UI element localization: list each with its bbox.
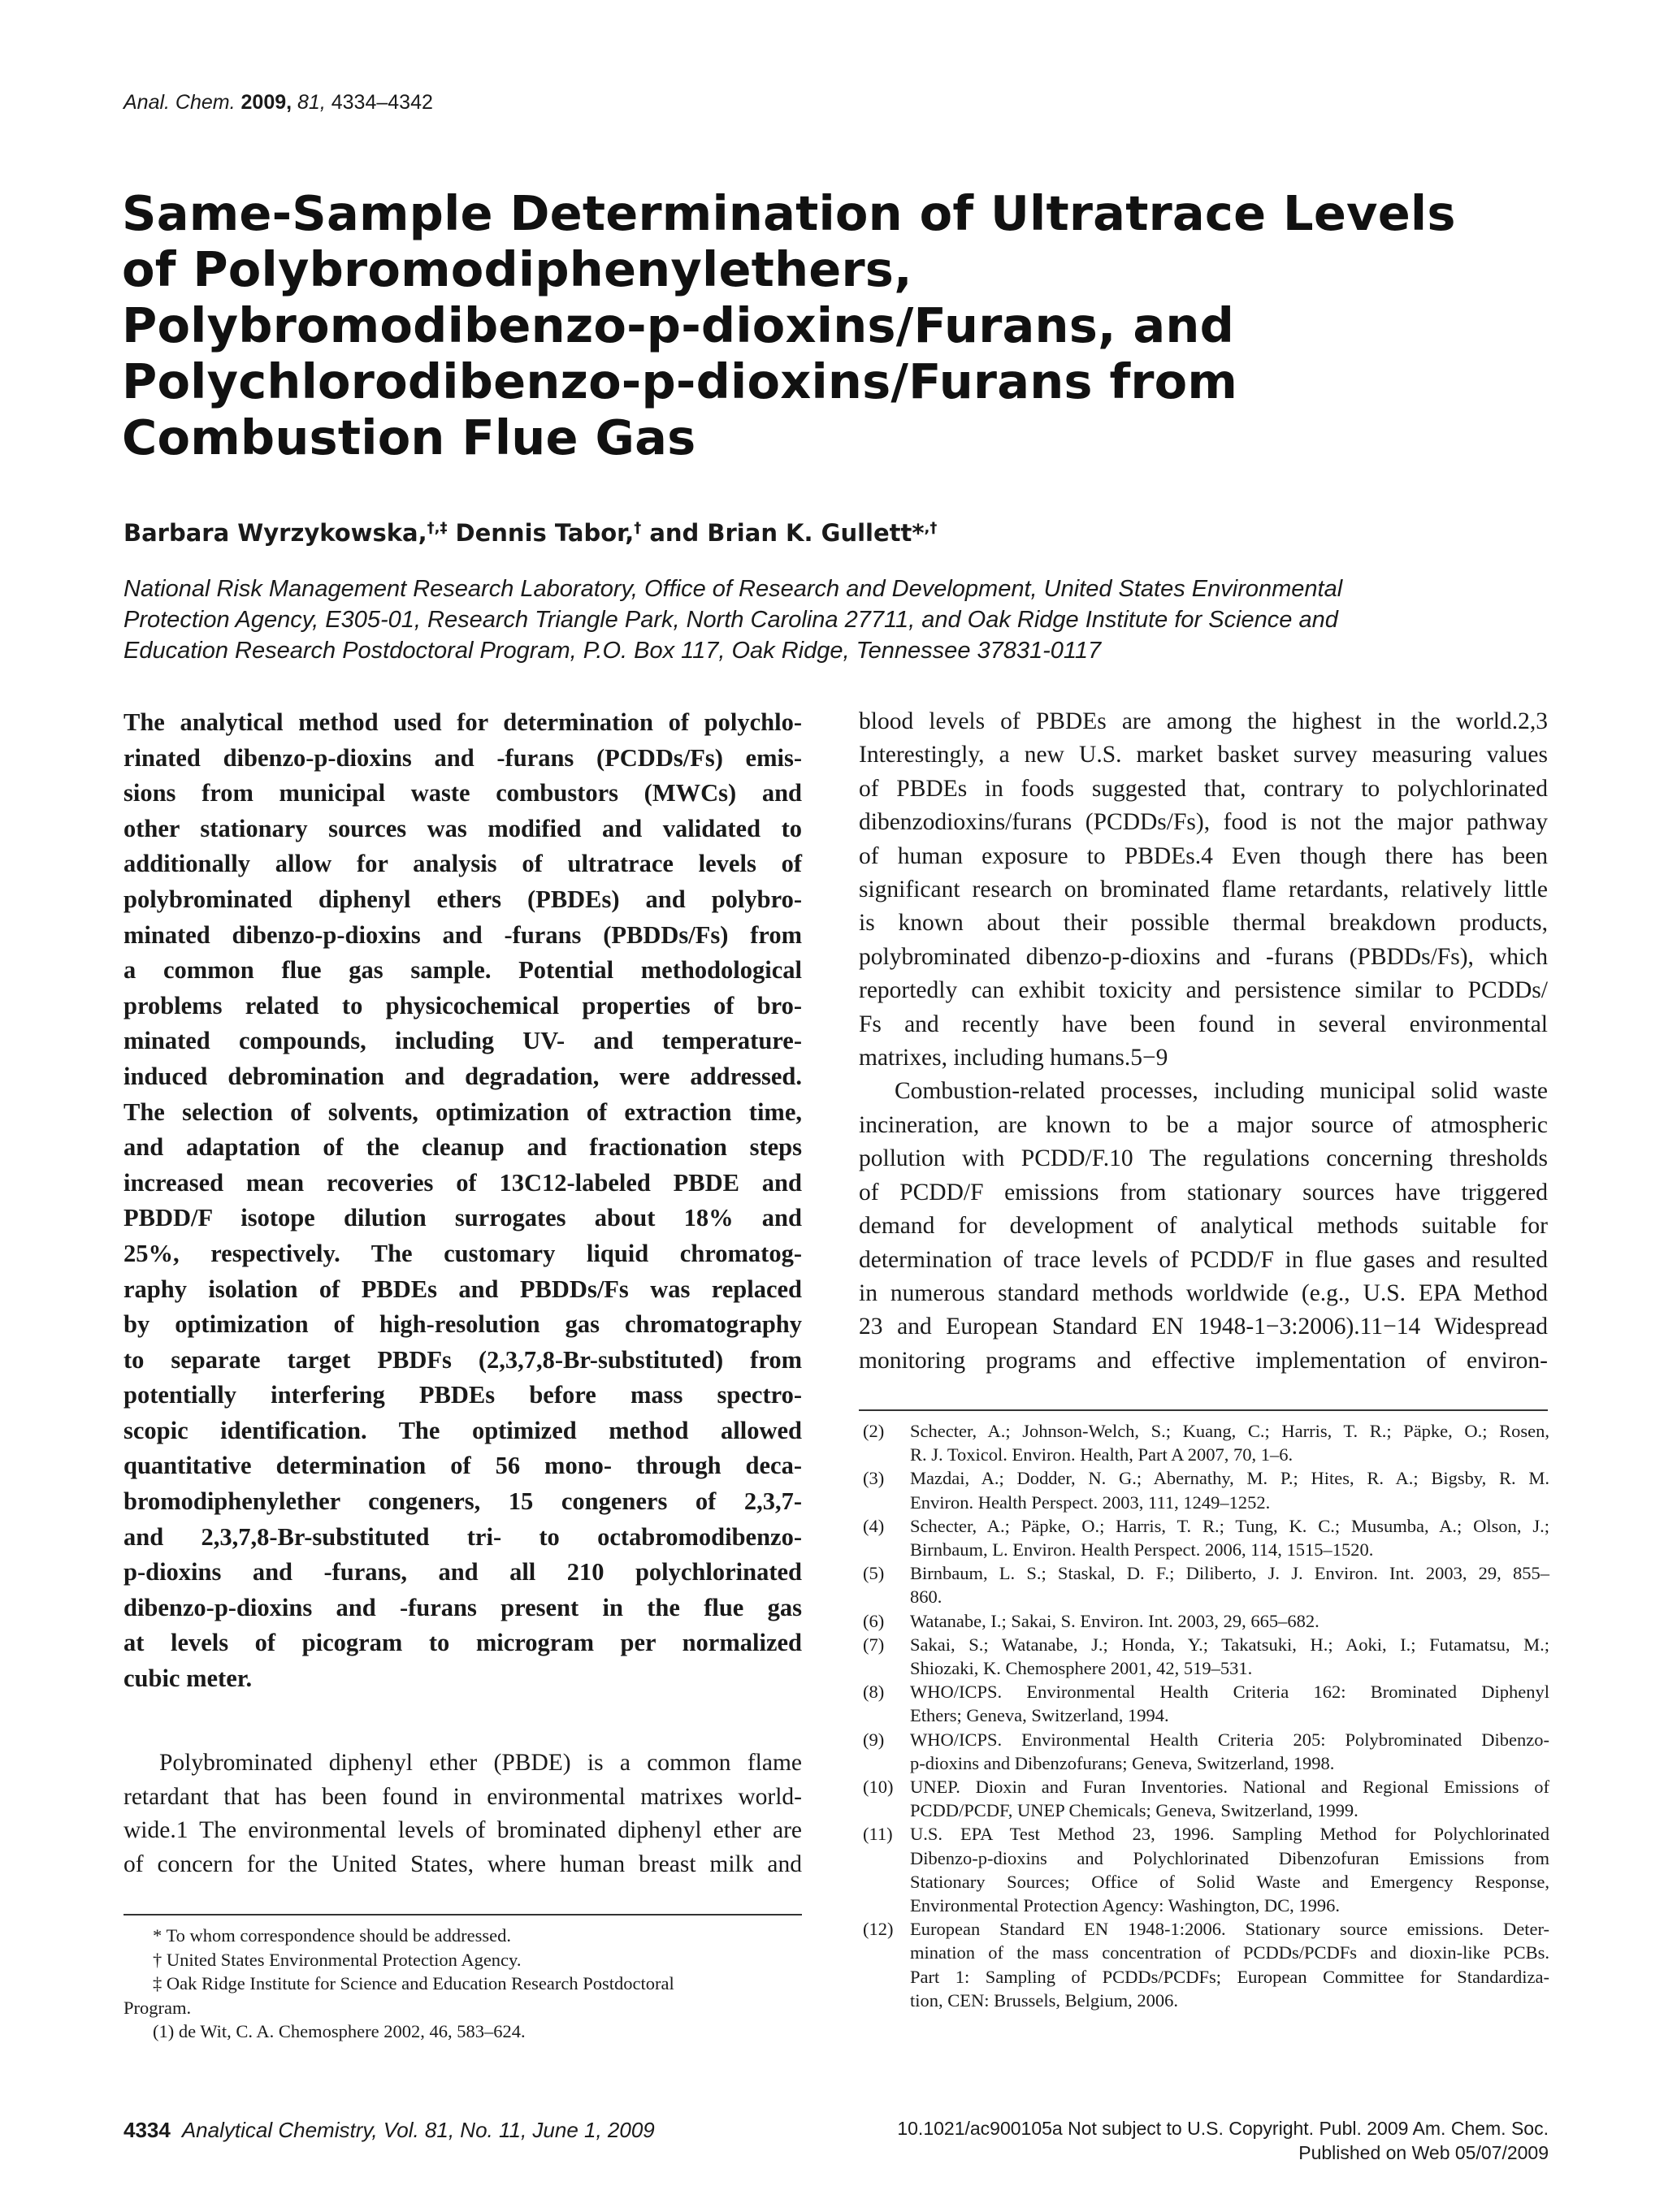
author-name: Barbara Wyrzykowska,: [124, 519, 427, 547]
reference-line: mination of the mass concentration of PCDDs/PCDFs and dioxin-like PCBs.: [910, 1942, 1549, 1963]
abstract-line: minated compounds, including UV- and temperature-: [124, 1027, 802, 1055]
journal-volume: 81,: [297, 91, 326, 114]
footnote-line: ‡ Oak Ridge Institute for Science and Education Research Postdoctoral: [153, 1973, 674, 1993]
doi-line: 10.1021/ac900105a Not subject to U.S. Copyright. Publ. 2009 Am. Chem. Soc.: [897, 2118, 1549, 2139]
reference-number: (9): [863, 1729, 885, 1750]
page-number: 4334: [124, 2118, 171, 2142]
reference-line: PCDD/PCDF, UNEP Chemicals; Geneva, Switzerland, 1999.: [910, 1800, 1358, 1821]
abstract-line: p-dioxins and -furans, and all 210 polychlorinated: [124, 1558, 802, 1586]
body-text-line: polybrominated dibenzo-p-dioxins and -furans (PBDDs/Fs), which: [859, 943, 1548, 970]
body-text-line: Polybrominated diphenyl ether (PBDE) is a common flame: [159, 1750, 802, 1776]
abstract-line: The analytical method used for determination of polychlo-: [124, 708, 802, 736]
body-text-line: significant research on brominated flame retardants, relatively little: [859, 877, 1548, 903]
abstract-line: at levels of picogram to microgram per normalized: [124, 1629, 802, 1657]
body-text-line: incineration, are known to be a major source of atmospheric: [859, 1111, 1548, 1138]
affiliation-line: Education Research Postdoctoral Program, P.O. Box 117, Oak Ridge, Tennessee 37831-0117: [124, 638, 1102, 664]
reference-line: Dibenzo-p-dioxins and Polychlorinated Dibenzofuran Emissions from: [910, 1847, 1549, 1868]
body-text-line: is known about their possible thermal breakdown products,: [859, 910, 1548, 937]
reference-line: Part 1: Sampling of PCDDs/PCDFs; European Committee for Standardiza-: [910, 1966, 1549, 1987]
reference-list: [863, 1419, 1549, 2012]
reference-item: [863, 1728, 1549, 1775]
body-text-line: of human exposure to PBDEs.4 Even though there has been: [859, 842, 1548, 869]
footnotes-left: [124, 1924, 802, 2044]
reference-line: Stationary Sources; Office of Solid Waste and Emergency Response,: [910, 1871, 1549, 1892]
reference-number: (5): [863, 1563, 885, 1584]
reference-item: [863, 1917, 1549, 2012]
reference-line: Schecter, A.; Päpke, O.; Harris, T. R.; Tung, K. C.; Musumba, A.; Olson, J.;: [910, 1515, 1549, 1536]
reference-line: Birnbaum, L. Environ. Health Perspect. 2006, 114, 1515–1520.: [910, 1539, 1374, 1561]
reference-line: tion, CEN: Brussels, Belgium, 2006.: [910, 1989, 1179, 2011]
body-text-line: retardant that has been found in environmental matrixes world-: [124, 1783, 802, 1810]
abstract-line: minated dibenzo-p-dioxins and -furans (PBDDs/Fs) from: [124, 920, 802, 949]
footnote-line: † United States Environmental Protection Agency.: [153, 1949, 522, 1970]
intro-right-column: [859, 705, 1548, 1378]
reference-line: European Standard EN 1948-1:2006. Stationary source emissions. Deter-: [910, 1919, 1549, 1940]
abstract-line: The selection of solvents, optimization of extraction time,: [124, 1097, 802, 1126]
body-text-line: of PCDD/F emissions from stationary sources have triggered: [859, 1179, 1548, 1206]
author-affiliation-mark: †: [634, 519, 642, 537]
reference-text: [910, 1680, 1549, 1727]
journal-name: Anal. Chem.: [124, 91, 236, 114]
title-line: of Polybromodiphenylethers,: [122, 241, 912, 297]
body-text-line: matrixes, including humans.5−9: [859, 1045, 1168, 1071]
body-text-line: blood levels of PBDEs are among the highest in the world.2,3: [859, 708, 1548, 734]
journal-year: 2009,: [240, 91, 292, 114]
reference-line: Environ. Health Perspect. 2003, 111, 1249–1252.: [910, 1491, 1271, 1513]
footnote-line: Program.: [124, 1997, 192, 2018]
abstract-line: dibenzo-p-dioxins and -furans present in the flue gas: [124, 1593, 802, 1621]
reference-line: R. J. Toxicol. Environ. Health, Part A 2007, 70, 1–6.: [910, 1444, 1294, 1465]
abstract-line: by optimization of high-resolution gas chromatography: [124, 1310, 802, 1339]
reference-line: Environmental Protection Agency: Washington, DC, 1996.: [910, 1895, 1340, 1916]
reference-text: [910, 1419, 1549, 1466]
reference-line: 860.: [910, 1586, 942, 1608]
reference-number: (12): [863, 1919, 894, 1940]
reference-line: UNEP. Dioxin and Furan Inventories. National and Regional Emissions of: [910, 1777, 1549, 1798]
reference-item: [863, 1561, 1549, 1608]
reference-item: [863, 1466, 1549, 1513]
journal-issue: Analytical Chemistry, Vol. 81, No. 11, June 1, 2009: [181, 2118, 655, 2142]
reference-text: [910, 1728, 1549, 1775]
reference-line: Shiozaki, K. Chemosphere 2001, 42, 519–531.: [910, 1658, 1253, 1679]
abstract-line: to separate target PBDFs (2,3,7,8-Br-substituted) from: [124, 1345, 802, 1374]
page-footer-left: [124, 2118, 655, 2143]
reference-number: (2): [863, 1421, 885, 1441]
reference-text: [910, 1775, 1549, 1822]
reference-item: [863, 1822, 1549, 1917]
reference-line: Schecter, A.; Johnson-Welch, S.; Kuang, C.; Harris, T. R.; Päpke, O.; Rosen,: [910, 1421, 1549, 1441]
body-text-line: Combustion-related processes, including municipal solid waste: [895, 1078, 1548, 1105]
reference-line: p-dioxins and Dibenzofurans; Geneva, Switzerland, 1998.: [910, 1752, 1335, 1773]
title-line: Polybromodibenzo-p-dioxins/Furans, and: [122, 297, 1235, 353]
intro-left-column: [124, 1747, 802, 1881]
abstract-line: additionally allow for analysis of ultratrace levels of: [124, 850, 802, 878]
body-text-line: of PBDEs in foods suggested that, contrary to polychlorinated: [859, 775, 1548, 802]
abstract-line: increased mean recoveries of 13C12-labeled PBDE and: [124, 1168, 802, 1197]
abstract-line: a common flue gas sample. Potential methodological: [124, 956, 802, 985]
reference-number: (11): [863, 1824, 893, 1845]
reference-item: [863, 1514, 1549, 1561]
reference-text: [910, 1609, 1549, 1633]
references-divider: [859, 1409, 1548, 1411]
abstract-line: induced debromination and degradation, were addressed.: [124, 1062, 802, 1090]
affiliation-line: National Risk Management Research Laboratory, Office of Research and Development, United States Environmental: [124, 576, 1343, 602]
body-text-line: wide.1 The environmental levels of brominated diphenyl ether are: [124, 1817, 802, 1843]
abstract-line: rinated dibenzo-p-dioxins and -furans (PCDDs/Fs) emis-: [124, 743, 802, 772]
abstract-line: bromodiphenylether congeners, 15 congeners of 2,3,7-: [124, 1487, 802, 1516]
abstract-line: sions from municipal waste combustors (MWCs) and: [124, 779, 802, 807]
author-name: Dennis Tabor,: [447, 519, 635, 547]
abstract: [124, 705, 802, 1697]
reference-line: Mazdai, A.; Dodder, N. G.; Abernathy, M. P.; Hites, R. A.; Bigsby, R. M.: [910, 1468, 1549, 1489]
page-footer-right: [897, 2116, 1549, 2165]
reference-line: WHO/ICPS. Environmental Health Criteria 205: Polybrominated Dibenzo-: [910, 1729, 1549, 1750]
body-text-line: Fs and recently have been found in several environmental: [859, 1011, 1548, 1037]
author-affiliation-mark: ,†: [924, 519, 938, 537]
abstract-line: other stationary sources was modified and validated to: [124, 814, 802, 842]
reference-number: (6): [863, 1610, 885, 1631]
reference-item: [863, 1633, 1549, 1680]
abstract-line: PBDD/F isotope dilution surrogates about 18% and: [124, 1204, 802, 1232]
reference-text: [910, 1466, 1549, 1513]
reference-text: [910, 1561, 1549, 1608]
body-text-line: determination of trace levels of PCDD/F in flue gases and resulted: [859, 1246, 1548, 1273]
journal-pages: 4334–4342: [331, 91, 433, 114]
published-date: Published on Web 05/07/2009: [1298, 2142, 1549, 2163]
footnote-line: * To whom correspondence should be addressed.: [153, 1925, 512, 1946]
reference-number: (10): [863, 1777, 894, 1798]
reference-number: (4): [863, 1515, 885, 1536]
reference-item: [863, 1680, 1549, 1727]
reference-line: Birnbaum, L. S.; Staskal, D. F.; Diliberto, J. J. Environ. Int. 2003, 29, 855–: [910, 1563, 1549, 1584]
reference-number: (8): [863, 1682, 885, 1703]
reference-text: [910, 1633, 1549, 1680]
body-text-line: of concern for the United States, where human breast milk and: [124, 1851, 802, 1877]
reference-line: Sakai, S.; Watanabe, J.; Honda, Y.; Takatsuki, H.; Aoki, I.; Futamatsu, M.;: [910, 1634, 1549, 1655]
reference-text: [910, 1514, 1549, 1561]
body-text-line: Interestingly, a new U.S. market basket survey measuring values: [859, 742, 1548, 768]
abstract-line: and 2,3,7,8-Br-substituted tri- to octabromodibenzo-: [124, 1522, 802, 1551]
affiliation: [124, 574, 1554, 666]
body-text-line: demand for development of analytical methods suitable for: [859, 1213, 1548, 1240]
reference-line: Ethers; Geneva, Switzerland, 1994.: [910, 1705, 1169, 1726]
reference-item: [863, 1419, 1549, 1466]
affiliation-line: Protection Agency, E305-01, Research Triangle Park, North Carolina 27711, and Oak Ridge Institute for Science and: [124, 607, 1338, 633]
author-list: [124, 519, 937, 547]
footnote-line: (1) de Wit, C. A. Chemosphere 2002, 46, 583–624.: [153, 2021, 526, 2041]
abstract-line: and adaptation of the cleanup and fractionation steps: [124, 1133, 802, 1162]
reference-text: [910, 1917, 1549, 2012]
author-name: and Brian K. Gullett*: [641, 519, 925, 547]
journal-reference: [124, 91, 433, 115]
reference-line: Watanabe, I.; Sakai, S. Environ. Int. 2003, 29, 665–682.: [910, 1610, 1320, 1631]
reference-text: [910, 1822, 1549, 1917]
body-text-line: dibenzodioxins/furans (PCDDs/Fs), food is not the major pathway: [859, 809, 1548, 836]
body-text-line: 23 and European Standard EN 1948-1−3:2006).11−14 Widespread: [859, 1314, 1548, 1340]
abstract-line: raphy isolation of PBDEs and PBDDs/Fs was replaced: [124, 1275, 802, 1303]
abstract-line: 25%, respectively. The customary liquid chromatog-: [124, 1239, 802, 1267]
author-affiliation-mark: †,‡: [427, 519, 448, 537]
abstract-line: problems related to physicochemical properties of bro-: [124, 991, 802, 1019]
footnote-divider: [124, 1914, 802, 1915]
body-text-line: monitoring programs and effective implementation of environ-: [859, 1347, 1548, 1374]
body-text-line: reportedly can exhibit toxicity and persistence similar to PCDDs/: [859, 977, 1548, 1004]
abstract-line: cubic meter.: [124, 1664, 253, 1693]
article-title: [122, 185, 1552, 465]
body-text-line: pollution with PCDD/F.10 The regulations concerning thresholds: [859, 1145, 1548, 1172]
reference-item: [863, 1609, 1549, 1633]
abstract-line: quantitative determination of 56 mono- through deca-: [124, 1452, 802, 1480]
title-line: Combustion Flue Gas: [122, 409, 696, 465]
reference-number: (7): [863, 1634, 885, 1655]
abstract-line: scopic identification. The optimized method allowed: [124, 1416, 802, 1444]
title-line: Polychlorodibenzo-p-dioxins/Furans from: [122, 353, 1238, 409]
title-line: Same-Sample Determination of Ultratrace Levels: [122, 185, 1456, 241]
abstract-line: potentially interfering PBDEs before mass spectro-: [124, 1381, 802, 1409]
reference-item: [863, 1775, 1549, 1822]
reference-line: WHO/ICPS. Environmental Health Criteria 162: Brominated Diphenyl: [910, 1682, 1549, 1703]
abstract-line: polybrominated diphenyl ethers (PBDEs) and polybro-: [124, 885, 802, 913]
reference-line: U.S. EPA Test Method 23, 1996. Sampling Method for Polychlorinated: [910, 1824, 1549, 1845]
body-text-line: in numerous standard methods worldwide (e.g., U.S. EPA Method: [859, 1279, 1548, 1306]
reference-number: (3): [863, 1468, 885, 1489]
